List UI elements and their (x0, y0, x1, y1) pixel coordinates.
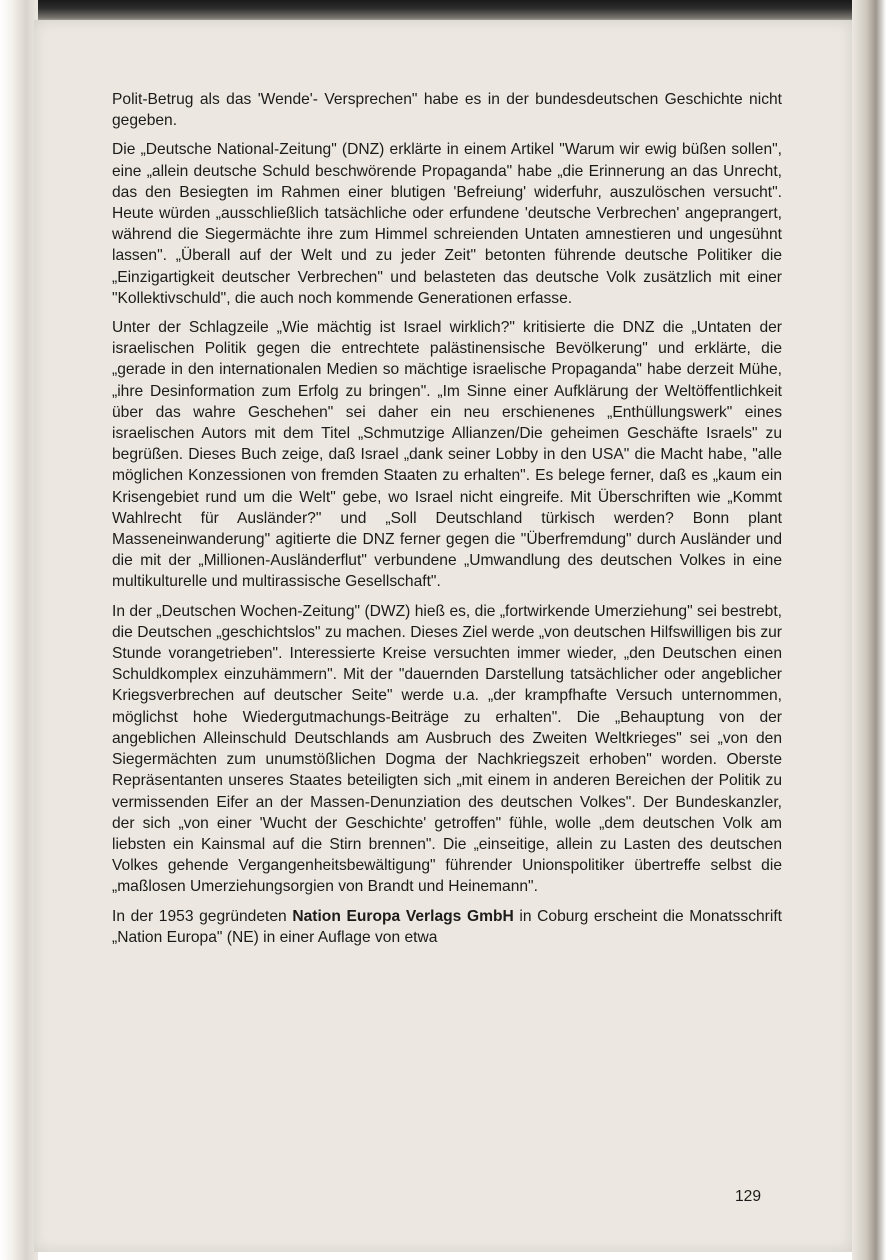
publisher-name: Nation Europa Verlags GmbH (292, 907, 514, 925)
paragraph-5 (112, 906, 782, 948)
paragraph-3: Unter der Schlagzeile „Wie mächtig ist Israel wirklich?" kritisierte die DNZ die „Untaten der israelischen Politik gegen die entrechtete palästinensische Bevölkerung" und erklärte, die „gerade in den internationalen Medien so mächtige israelische Propaganda" habe derzeit Mühe, „ihre Desinformation zum Erfolg zu bringen". „Im Sinne einer Aufklärung der Weltöffentlichkeit über das wahre Geschehen" sei daher ein neu erschienenes „Enthüllungswerk" eines israelischen Autors mit dem Titel „Schmutzige Allianzen/Die geheimen Geschäfte Israels" zu begrüßen. Dieses Buch zeige, daß Israel „dank seiner Lobby in den USA" die Macht habe, "alle möglichen Konzessionen von fremden Staaten zu erhalten". Es belege ferner, daß es „kaum ein Krisengebiet rund um die Welt" gebe, wo Israel nicht eingreife. Mit Überschriften wie „Kommt Wahlrecht für Ausländer?" und „Soll Deutschland türkisch werden? Bonn plant Masseneinwanderung" agitierte die DNZ ferner gegen die "Überfremdung" durch Ausländer und die mit der „Millionen-Ausländerflut" verbundene „Umwandlung des deutschen Volkes in eine multikulturelle und multirassische Gesellschaft". (112, 319, 782, 591)
page-number: 129 (735, 1188, 762, 1205)
scan-right-edge (852, 0, 886, 1260)
scan-left-edge (0, 0, 38, 1260)
paragraph-5-rest: in Coburg erscheint die Monatsschrift „Nation Europa" (NE) in einer Auflage von etwa (112, 907, 782, 946)
body-text (112, 89, 782, 948)
paragraph-4: In der „Deutschen Wochen-Zeitung" (DWZ) hieß es, die „fortwirkende Umerziehung" sei bestrebt, die Deutschen „geschichtslos" zu machen. Dieses Ziel werde „von deutschen Hilfswilligen bis zur Stunde vorangetrieben". Interessierte Kreise versuchten immer wieder, „den Deutschen einen Schuldkomplex einzuhämmern". Mit der "dauernden Darstellung tatsächlicher oder angeblicher Kriegsverbrechen auf deutscher Seite" werde u.a. „der krampfhafte Versuch unternommen, möglichst hohe Wiedergutmachungs-Beiträge zu erhalten". Die „Behauptung von der angeblichen Alleinschuld Deutschlands am Ausbruch des Zweiten Weltkrieges" sei „von den Siegermächten zum unumstößlichen Dogma der Nachkriegszeit erhoben" worden. Oberste Repräsentanten unseres Staates beteiligten sich „mit einem in anderen Bereichen der Politik zu vermissenden Eifer an der Massen-Denunziation des deutschen Volkes". Der Bundeskanzler, der sich „von einer 'Wucht der Geschichte' getroffen" fühle, wolle „dem deutschen Volk am liebsten ein Kainsmal auf die Stirn brennen". Die „einseitige, allein zu Lasten des deutschen Volkes gehende Vergangenheitsbewältigung" führender Unionspolitiker übertreffe selbst die „maßlosen Umerziehungsorgien von Brandt und Heinemann". (112, 602, 782, 896)
paragraph-5-lead: In der 1953 gegründeten (112, 907, 293, 925)
paragraph-1: Polit-Betrug als das 'Wende'- Versprechen" habe es in der bundesdeutschen Geschichte nicht gegeben. (112, 91, 782, 130)
paragraph-2: Die „Deutsche National-Zeitung" (DNZ) erklärte in einem Artikel "Warum wir ewig büßen sollen", eine „allein deutsche Schuld beschwörende Propaganda" habe „die Erinnerung an das Unrecht, das den Besiegten im Rahmen einer blutigen 'Befreiung' widerfuhr, auszulöschen versucht". Heute würden „ausschließlich tatsächliche oder erfundene 'deutsche Verbrechen' angeprangert, während die Siegermächte ihre zum Himmel schreienden Untaten amnestieren und ungesühnt lassen". „Überall auf der Welt und zu jeder Zeit" betonten führende deutsche Politiker die „Einzigartigkeit deutscher Verbrechen" und belasteten das deutsche Volk zusätzlich mit einer "Kollektivschuld", die auch noch kommende Generationen erfasse. (112, 141, 782, 307)
